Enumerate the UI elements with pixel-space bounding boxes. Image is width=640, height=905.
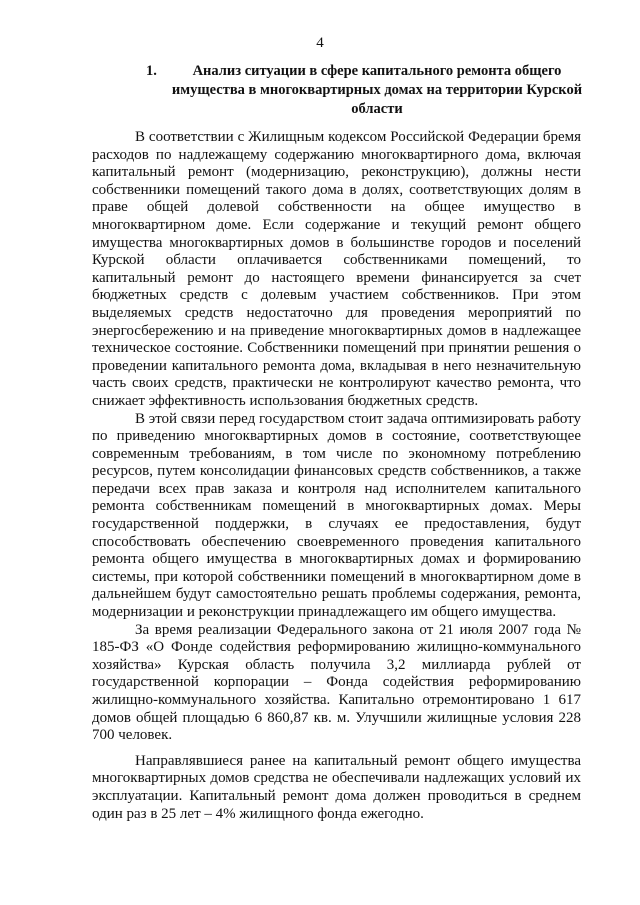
paragraph: В соответствии с Жилищным кодексом Российской Федерации бремя расходов по надлежащему содержанию многоквартирного дома, включая капитальный ремонт (модернизацию, реконструкцию), должны нести собственники помещений такого дома в долях, соответствующих долям в праве общей долевой собственности на общее имущество в многоквартирном доме. Если содержание и текущий ремонт общего имущества многоквартирных домов в большинстве городов и поселений Курской области оплачивается собственниками помещений, то капитальный ремонт до настоящего времени финансируется за счет бюджетных средств с долевым участием собственников. При этом выделяемых средств недостаточно для проведения мероприятий по энергосбережению и на приведение многоквартирных домов в надлежащее техническое состояние. Собственники помещений при принятии решения о проведении капитального ремонта дома, вкладывая в него незначительную часть своих средств, практически не контролируют качество ремонта, что снижает эффективность использования бюджетных средств.: [92, 129, 581, 409]
section-number: 1.: [146, 63, 157, 79]
paragraph: За время реализации Федерального закона от 21 июля 2007 года № 185-ФЗ «О Фонде содействия реформированию жилищно-коммунального хозяйства» Курская область получила 3,2 миллиарда рублей от государственной корпорации – Фонда содействия реформированию жилищно-коммунального хозяйства. Капитально отремонтировано 1 617 домов общей площадью 6 860,87 кв. м. Улучшили жилищные условия 228 700 человек.: [92, 621, 581, 744]
section-title: Анализ ситуации в сфере капитального ремонта общего имущества в многоквартирных домах на территории Курской области: [171, 63, 583, 117]
page-number: 4: [316, 35, 324, 51]
body-text: [92, 129, 581, 823]
section-heading: [140, 62, 588, 119]
paragraph: Направлявшиеся ранее на капитальный ремонт общего имущества многоквартирных домов средства не обеспечивали надлежащих условий их эксплуатации. Капитальный ремонт дома должен проводиться в среднем один раз в 25 лет – 4% жилищного фонда ежегодно.: [92, 752, 581, 822]
paragraph: В этой связи перед государством стоит задача оптимизировать работу по приведению многоквартирных домов в состояние, соответствующее современным требованиям, в том числе по экономному потреблению ресурсов, путем консолидации финансовых средств собственников, а также передачи всех прав заказа и контроля над исполнителем капитального ремонта собственникам помещений в многоквартирных домах. Меры государственной поддержки, в случаях ее предоставления, будут способствовать обеспечению своевременного проведения капитального ремонта общего имущества в многоквартирных домах и формированию системы, при которой собственники помещений в многоквартирном доме в дальнейшем будут самостоятельно решать проблемы содержания, ремонта, модернизации и реконструкции принадлежащего им общего имущества.: [92, 410, 582, 621]
